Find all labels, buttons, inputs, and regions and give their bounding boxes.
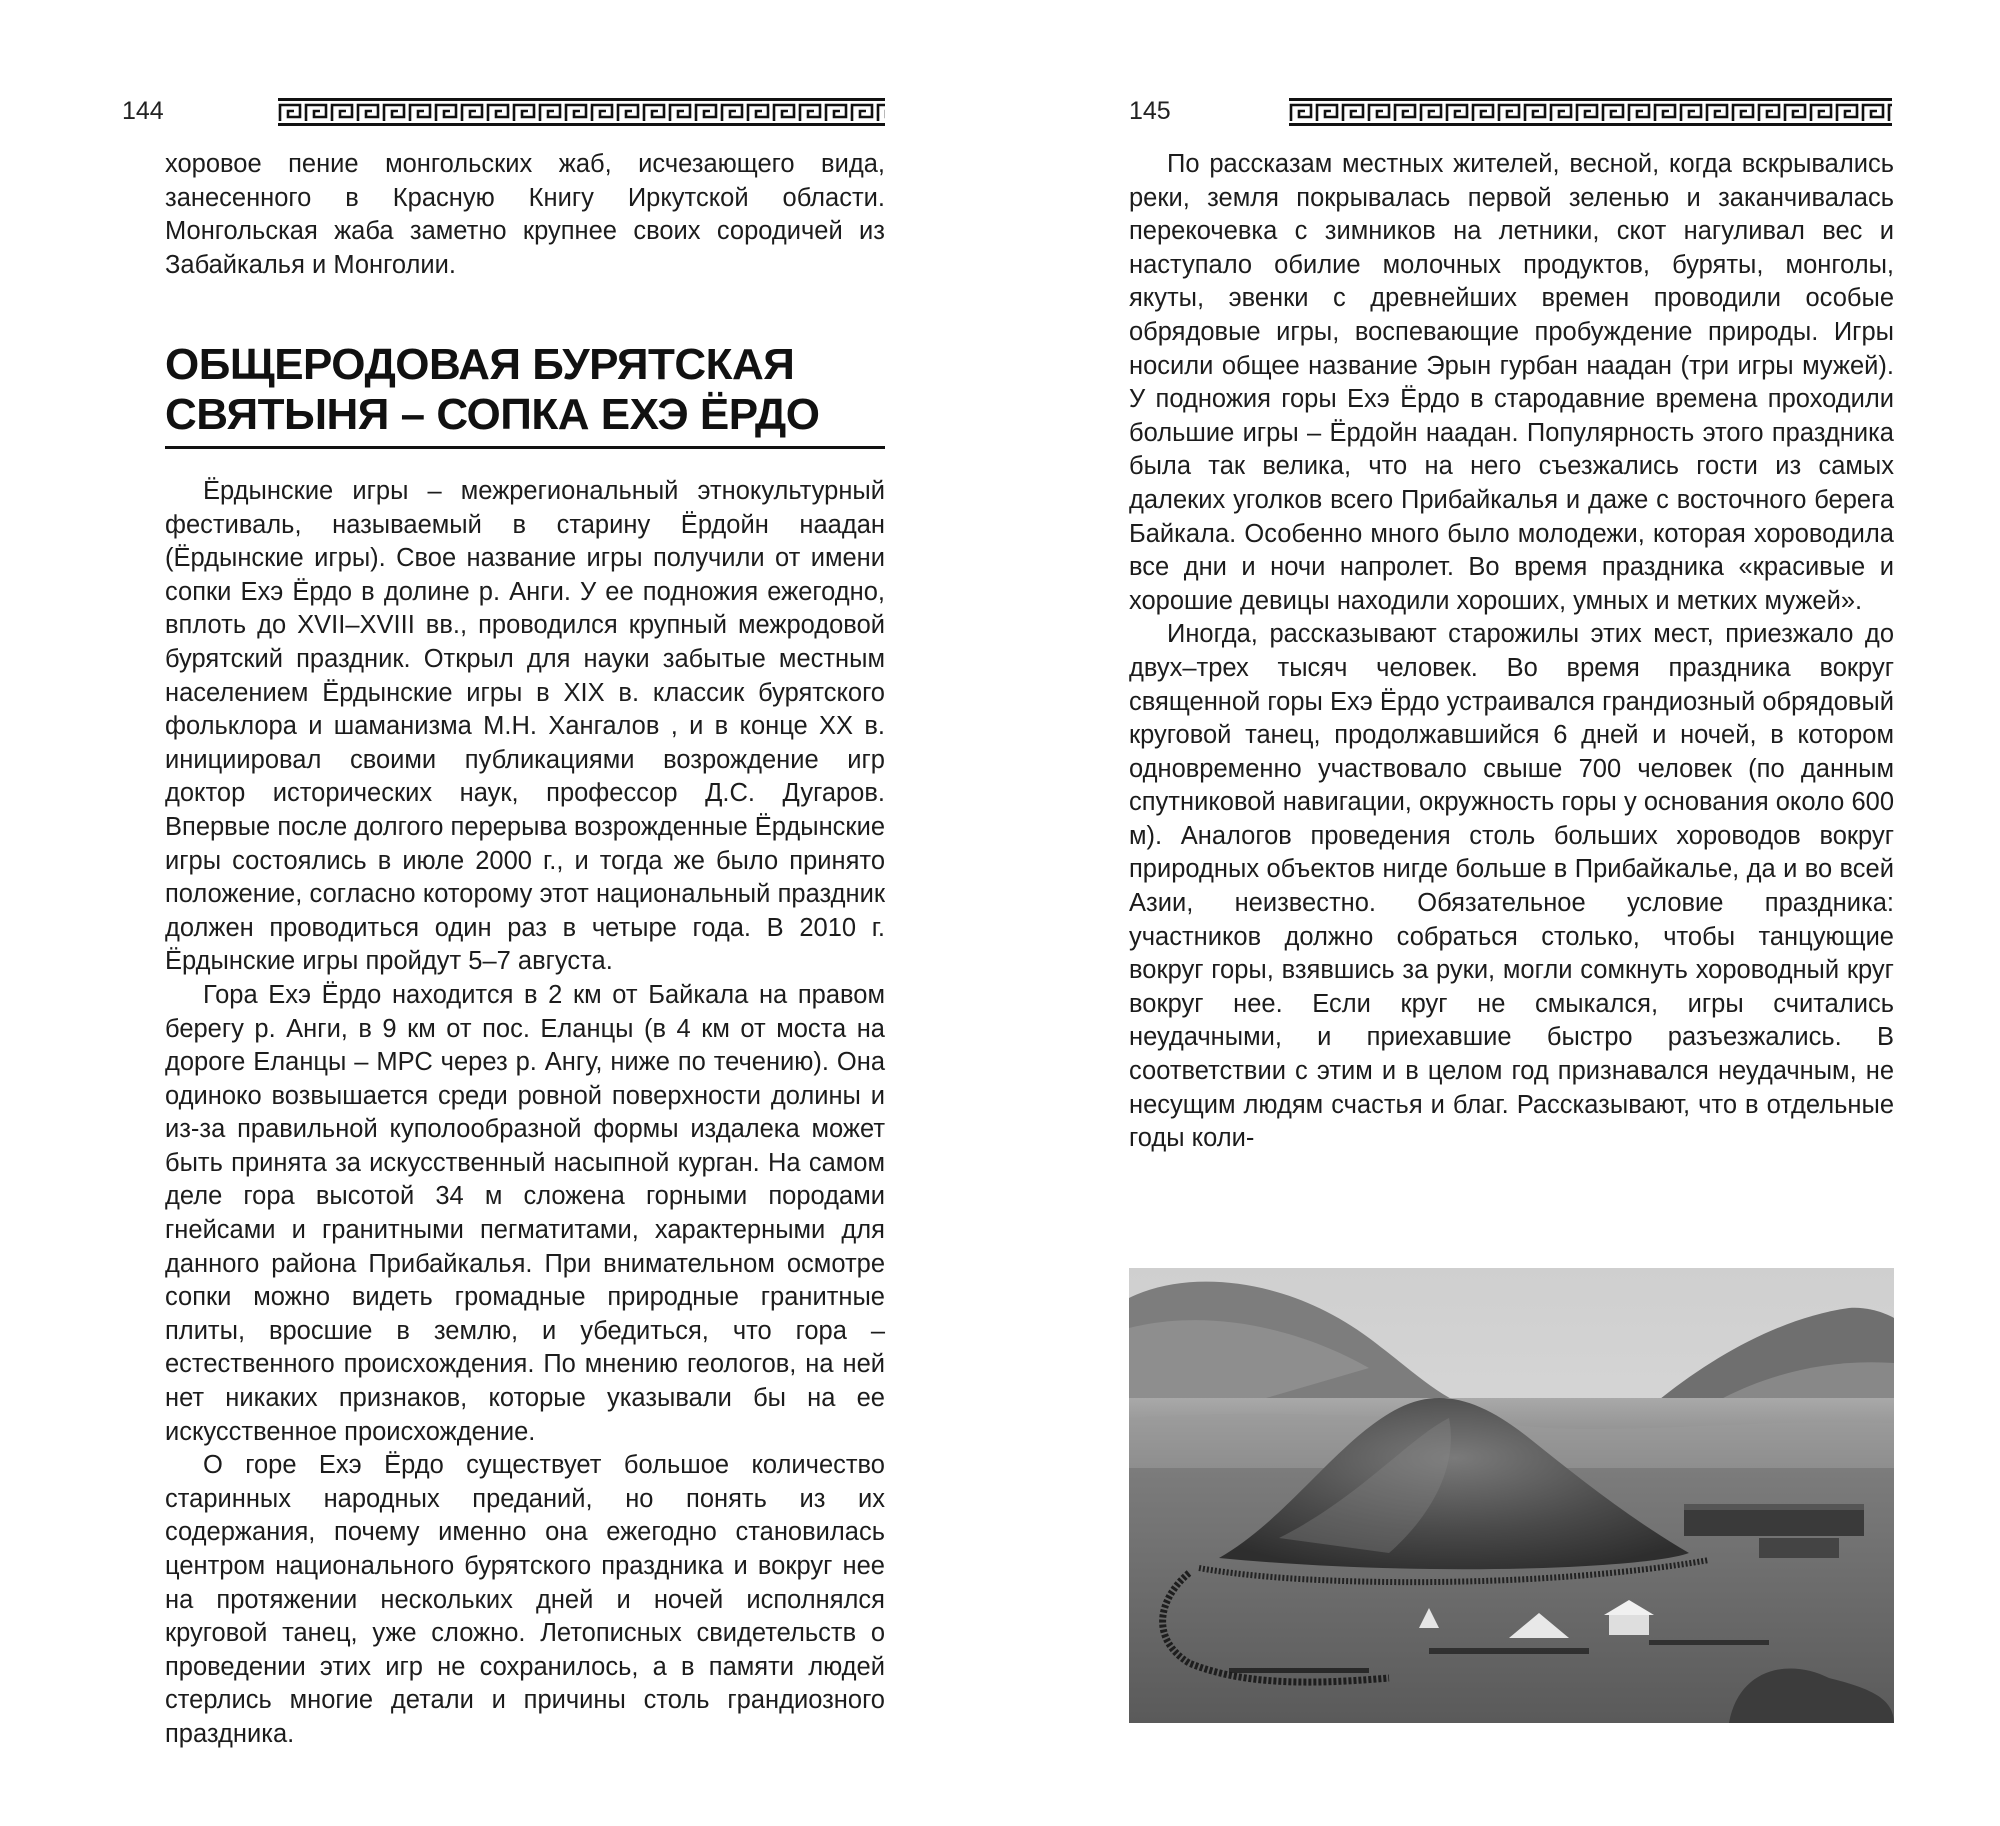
heading-line: СВЯТЫНЯ – СОПКА ЕХЭ ЁРДО xyxy=(165,390,820,439)
page-number: 144 xyxy=(122,97,164,125)
section-heading xyxy=(165,340,885,440)
paragraph: Иногда, рассказывают старожилы этих мест, приезжало до двух–трех тысяч человек. Во время праздника вокруг священной горы Ехэ Ёрдо устраивался грандиозный обрядовый круговой танец, продолжавшийся 6 дней и ночей, в котором одновременно участвовало свыше 700 человек (по данным спутниковой навигации, окружность горы у основания около 600 м). Аналогов проведения столь больших хороводов вокруг природных объектов нигде больше в Прибайкалье, да и во всей Азии, неизвестно. Обязательное условие праздника: участников должно собраться столько, чтобы танцующие вокруг горы, взявшись за руки, могли сомкнуть хороводный круг вокруг нее. Если круг не смыкался, игры считались неудачными, и приехавшие быстро разъезжались. В соответствии с этим и в целом год признавался неудачным, не несущим людям счастья и благ. Рассказывают, что в отдельные годы коли- xyxy=(1129,620,1894,1153)
paragraph: хоровое пение монгольских жаб, исчезающего вида, занесенного в Красную Книгу Иркутской области. Монгольская жаба заметно крупнее своих сородичей из Забайкалья и Монголии. xyxy=(165,150,885,279)
article-body xyxy=(165,475,885,1752)
page-number: 145 xyxy=(1129,97,1171,125)
continued-paragraph xyxy=(165,148,885,282)
paragraph: По рассказам местных жителей, весной, когда вскрывались реки, земля покрывалась первой зеленью и заканчивалась перекочевка с зимников на летники, скот нагуливал вес и наступало обилие молочных продуктов, буряты, монголы, якуты, эвенки с древнейших времен проводили особые обрядовые игры, воспевающие пробуждение природы. Игры носили общее название Эрын гурбан наадан (три игры мужей). У подножия горы Ехэ Ёрдо в стародавние времена проходили большие игры – Ёрдойн наадан. Популярность этого праздника была так велика, что на него съезжались гости из самых далеких уголков всего Прибайкалья и даже с восточного берега Байкала. Особенно много было молодежи, которая хороводила все дни и ночи напролет. Во время праздника «красивые и хорошие девицы находили хороших, умных и метких мужей». xyxy=(1129,150,1894,615)
greek-key-border-icon xyxy=(278,98,885,126)
article-body xyxy=(1129,148,1894,1156)
paragraph: Ёрдынские игры – межрегиональный этнокультурный фестиваль, называемый в старину Ёрдойн наадан (Ёрдынские игры). Свое название игры получили от имени сопки Ехэ Ёрдо в долине р. Анги. У ее подножия ежегодно, вплоть до XVII–XVIII вв., проводился крупный межродовой бурятский праздник. Открыл для науки забытые местным населением Ёрдынские игры в XIX в. классик бурятского фольклора и шаманизма М.Н. Хангалов , и в конце XX в. инициировал своими публикациями возрождение игр доктор исторических наук, профессор Д.С. Дугаров. Впервые после долгого перерыва возрожденные Ёрдынские игры состоялись в июле 2000 г., и тогда же было принято положение, согласно которому этот национальный праздник должен проводиться один раз в четыре года. В 2010 г. Ёрдынские игры пройдут 5–7 августа. xyxy=(165,477,885,976)
paragraph: О горе Ехэ Ёрдо существует большое количество старинных народных преданий, но понять из их содержания, почему именно она ежегодно становилась центром национального бурятского праздника и вокруг нее на протяжении нескольких дней и ночей исполнялся круговой танец, уже сложно. Летописных свидетельств о проведении этих игр не сохранилось, а в памяти людей стерлись многие детали и причины столь грандиозного праздника. xyxy=(165,1451,885,1748)
greek-key-border-icon xyxy=(1289,98,1892,126)
landscape-photo-icon xyxy=(1129,1268,1894,1723)
heading-line: ОБЩЕРОДОВАЯ БУРЯТСКАЯ xyxy=(165,340,795,389)
paragraph: Гора Ехэ Ёрдо находится в 2 км от Байкала на правом берегу р. Анги, в 9 км от пос. Еланцы (в 4 км от моста на дороге Еланцы – МРС через р. Ангу, ниже по течению). Она одиноко возвышается среди ровной поверхности долины и из-за правильной куполообразной формы издалека может быть принята за искусственный насыпной курган. На самом деле гора высотой 34 м сложена горными породами гнейсами и гранитными пегматитами, характерными для данного района Прибайкалья. При внимательном осмотре сопки можно видеть громадные природные гранитные плиты, вросшие в землю, и убедиться, что гора – естественного происхождения. По мнению геологов, на ней нет никаких признаков, которые указывали бы на ее искусственное происхождение. xyxy=(165,980,885,1446)
heading-underline xyxy=(165,446,885,449)
